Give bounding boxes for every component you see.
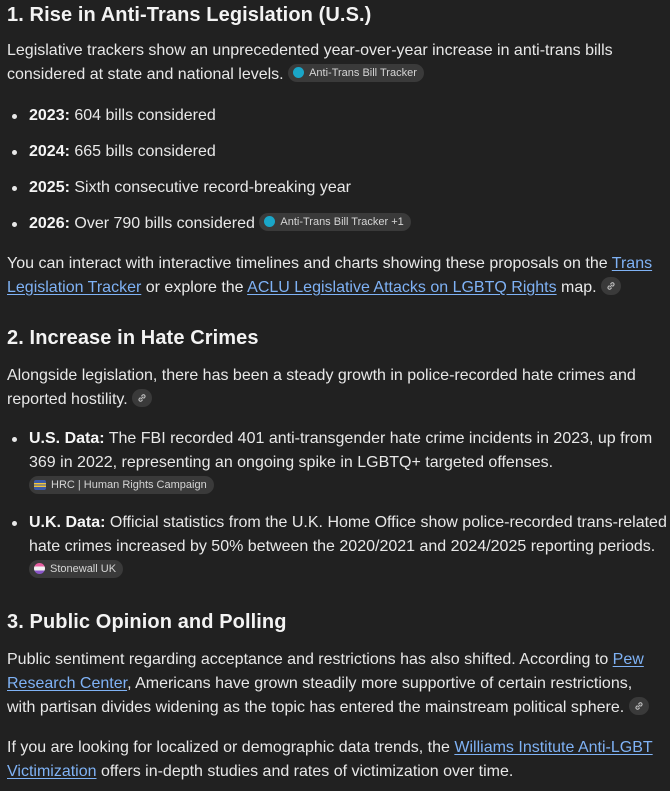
- hrc-flag-icon: [34, 480, 46, 490]
- globe-dot-icon: [264, 216, 275, 227]
- link-icon[interactable]: [132, 389, 152, 407]
- section-heading-legislation: 1. Rise in Anti-Trans Legislation (U.S.): [7, 4, 372, 26]
- source-pill-stonewall[interactable]: Stonewall UK: [29, 560, 123, 578]
- legislation-bullets: [7, 104, 669, 248]
- aclu-legislative-attacks-link[interactable]: ACLU Legislative Attacks on LGBTQ Rights: [247, 279, 557, 296]
- legislation-intro: Legislative trackers show an unprecedented year-over-year increase in anti-trans bills considered at state and national levels. Anti-Trans Bill Tracker: [7, 42, 613, 83]
- globe-dot-icon: [293, 67, 304, 78]
- link-icon[interactable]: [601, 277, 621, 295]
- pew-research-link[interactable]: Pew Research Center: [7, 651, 644, 692]
- source-pill-hrc[interactable]: HRC | Human Rights Campaign: [29, 476, 214, 494]
- williams-institute-link[interactable]: Williams Institute Anti-LGBT Victimization: [7, 739, 653, 780]
- source-pill-bill-tracker[interactable]: Anti-Trans Bill Tracker: [288, 64, 424, 82]
- list-item: 2025: Sixth consecutive record-breaking year: [29, 176, 669, 212]
- section-heading-hate-crimes: 2. Increase in Hate Crimes: [7, 327, 259, 349]
- list-item: 2024: 665 bills considered: [29, 140, 669, 176]
- list-item: U.S. Data: The FBI recorded 401 anti-transgender hate crime incidents in 2023, up from 369 in 2022, representing an ongoing spike in LGBTQ+ targeted offenses. HRC | Human Rights Campaign: [29, 427, 669, 499]
- list-item: 2023: 604 bills considered: [29, 104, 669, 140]
- trans-legislation-tracker-link[interactable]: Trans Legislation Tracker: [7, 255, 653, 296]
- link-icon[interactable]: [629, 697, 649, 715]
- hate-crimes-intro: Alongside legislation, there has been a steady growth in police-recorded hate crimes and reported hostility.: [7, 367, 636, 408]
- public-opinion-paragraph: Public sentiment regarding acceptance and restrictions has also shifted. According to Pew Research Center, Americans have grown steadily more supportive of certain restrictions, with partisan divides widening as the topic has entered the mainstream political sphere.: [7, 648, 659, 720]
- section-heading-public-opinion: 3. Public Opinion and Polling: [7, 611, 287, 633]
- williams-institute-paragraph: If you are looking for localized or demographic data trends, the Williams Institute Anti-LGBT Victimization offers in-depth studies and rates of victimization over time.: [7, 739, 653, 780]
- stonewall-flag-icon: [34, 563, 45, 574]
- legislation-outro: You can interact with interactive timelines and charts showing these proposals on the Trans Legislation Tracker or explore the ACLU Legislative Attacks on LGBTQ Rights map.: [7, 255, 653, 296]
- hate-crimes-bullets: [7, 427, 669, 583]
- source-pill-bill-tracker-plus[interactable]: Anti-Trans Bill Tracker +1: [259, 213, 410, 231]
- list-item: U.K. Data: Official statistics from the U.K. Home Office show police-recorded trans-related hate crimes increased by 50% between the 2020/2021 and 2024/2025 reporting periods. Stonewall UK: [29, 511, 669, 583]
- list-item: 2026: Over 790 bills considered Anti-Trans Bill Tracker +1: [29, 212, 669, 248]
